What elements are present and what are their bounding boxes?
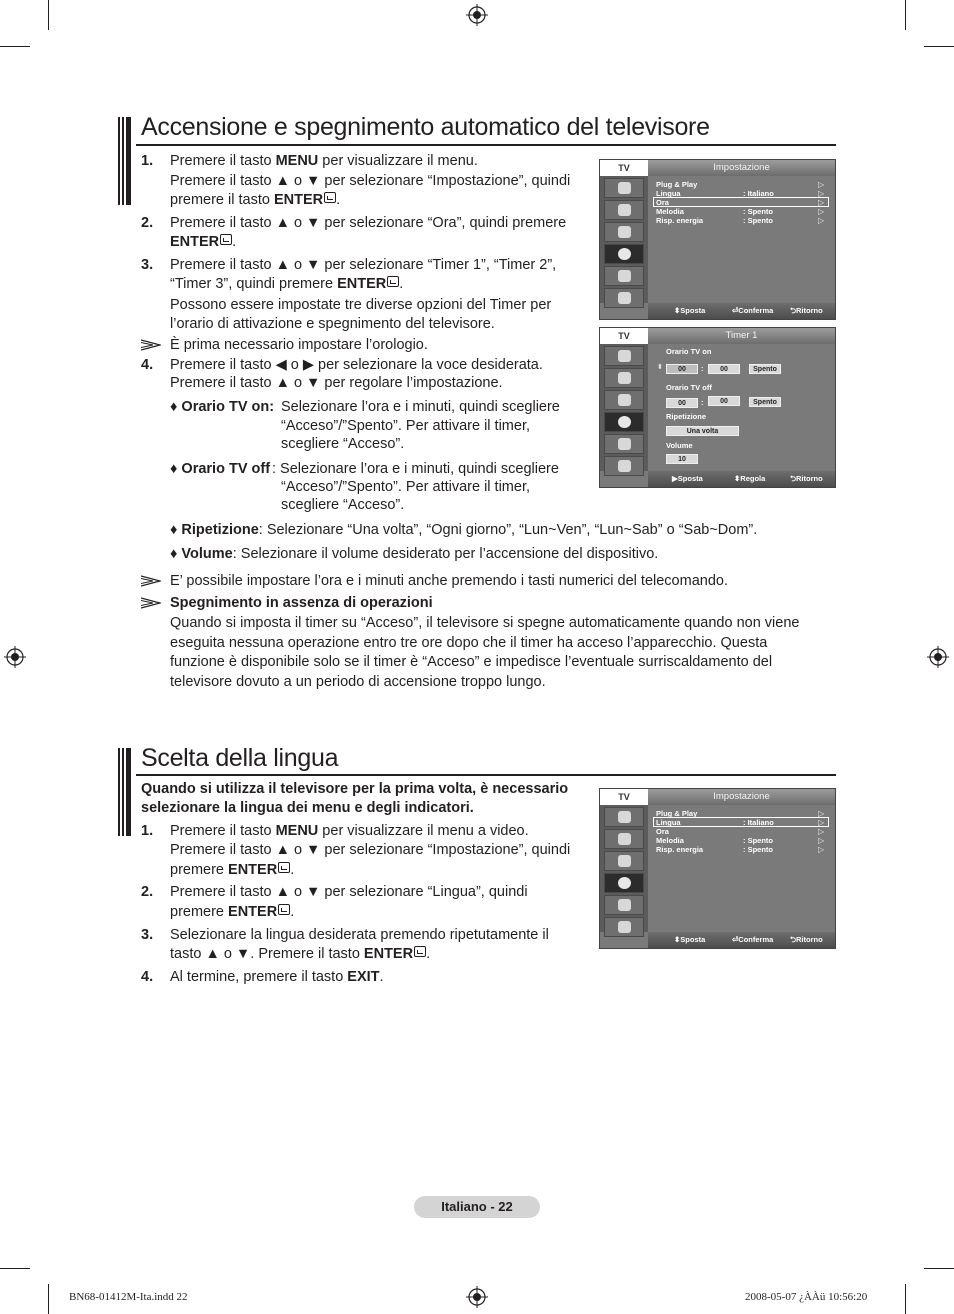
enter-icon — [220, 234, 232, 245]
picture-menu-icon[interactable] — [604, 346, 644, 366]
crop-mark — [48, 1284, 49, 1314]
step-text: l’orario di attivazione e spegnimento del televisore. — [170, 316, 495, 332]
confirm-hint: ⏎ Conferma — [732, 935, 774, 944]
step-text: Premere il tasto ▲ o ▼ per selezionare “Impostazione”, quindi — [170, 842, 571, 858]
tv-menu-timer — [599, 327, 836, 488]
registration-mark-icon — [466, 1286, 488, 1308]
enter-icon — [414, 946, 426, 957]
title-rule — [136, 144, 836, 146]
return-hint: ⮌ Ritorno — [790, 306, 823, 315]
step-text: “Timer 3”, quindi premere ENTER . — [170, 276, 404, 292]
menu-title: Impostazione — [648, 789, 835, 805]
menu-footer — [648, 471, 835, 487]
note-text: funzione è disponibile solo se il timer è “Acceso” e impedisce l’eventuale surriscaldamento del — [170, 654, 773, 670]
menu-arrow-icon: ▷ — [818, 818, 825, 827]
setup-menu-icon[interactable] — [604, 873, 644, 893]
channel-menu-icon[interactable] — [604, 222, 644, 242]
menu-arrow-icon: ▷ — [818, 809, 825, 818]
setup-menu-icon[interactable] — [604, 244, 644, 264]
step-text: Premere il tasto ◀ o ▶ per selezionare la voce desiderata. — [170, 357, 543, 373]
menu-item-label[interactable]: Melodia — [656, 207, 684, 216]
menu-sidebar — [600, 805, 648, 932]
channel-menu-icon[interactable] — [604, 390, 644, 410]
step-text: premere ENTER . — [170, 862, 295, 878]
option-text: “Acceso”/”Spento”. Per attivare il timer, — [281, 418, 530, 434]
tv-label: TV — [600, 160, 648, 176]
note-text: televisore dovuto a un periodo di accensione troppo lungo. — [170, 674, 546, 690]
timer-off-minute[interactable]: 00 — [708, 396, 740, 406]
step-text: Premere il tasto ▲ o ▼ per selezionare “Impostazione”, quindi — [170, 173, 571, 189]
timer-off-hour[interactable]: 00 — [666, 398, 698, 408]
timer-on-minute[interactable]: 00 — [708, 364, 740, 374]
menu-item-label[interactable]: Ora — [656, 827, 669, 836]
menu-item-label[interactable]: Lingua — [656, 818, 681, 827]
time-colon: : — [701, 364, 704, 373]
menu-item-label[interactable]: Risp. energia — [656, 216, 704, 225]
enter-icon — [324, 192, 336, 203]
option-text: Selezionare l’ora e i minuti, quindi scegliere — [281, 399, 560, 415]
step-text: Premere il tasto MENU per visualizzare il menu a video. — [170, 823, 529, 839]
menu-arrow-icon: ▷ — [818, 207, 825, 216]
step-text: premere il tasto ENTER . — [170, 192, 341, 208]
step-number: 3. — [141, 927, 154, 943]
time-colon: : — [701, 398, 704, 407]
menu-item-value: : Italiano — [743, 189, 774, 198]
adjust-hint: ⬍ Regola — [734, 474, 766, 483]
title-rule — [136, 774, 836, 776]
volume-value[interactable]: 10 — [666, 454, 698, 464]
step-text: Possono essere impostate tre diverse opzioni del Timer per — [170, 297, 552, 313]
menu-arrow-icon: ▷ — [818, 189, 825, 198]
crop-mark — [48, 0, 49, 30]
timer-on-state[interactable]: Spento — [749, 364, 781, 374]
step-text: tasto ▲ o ▼. Premere il tasto ENTER . — [170, 946, 431, 962]
note-text: E’ possibile impostare l’ora e i minuti anche premendo i tasti numerici del telecomando. — [170, 573, 728, 589]
up-down-icon: ⬍ — [657, 364, 663, 371]
step-number: 2. — [141, 215, 154, 231]
menu-footer — [648, 303, 835, 319]
note-text: È prima necessario impostare l’orologio. — [170, 337, 428, 353]
tv-menu-setup — [599, 159, 836, 320]
return-hint: ⮌ Ritorno — [790, 935, 823, 944]
step-text: Premere il tasto ▲ o ▼ per regolare l’impostazione. — [170, 375, 503, 391]
menu-title: Timer 1 — [648, 328, 835, 344]
input-menu-icon[interactable] — [604, 895, 644, 915]
option-text: : Selezionare l’ora e i minuti, quindi scegliere — [272, 461, 559, 477]
note-text: Quando si imposta il timer su “Acceso”, il televisore si spegne automaticamente quando non viene — [170, 615, 800, 631]
selected-row-highlight — [653, 197, 829, 207]
crop-mark — [0, 1268, 30, 1269]
menu-item-value: : Spento — [743, 836, 773, 845]
step-text: Premere il tasto MENU per visualizzare il menu. — [170, 153, 478, 169]
move-hint: ⬍ Sposta — [674, 935, 706, 944]
input-menu-icon[interactable] — [604, 434, 644, 454]
option-text: scegliere “Acceso”. — [281, 436, 405, 452]
section-title: Scelta della lingua — [141, 744, 339, 772]
menu-arrow-icon: ▷ — [818, 216, 825, 225]
registration-mark-icon — [466, 4, 488, 26]
menu-item-label[interactable]: Ora — [656, 198, 669, 207]
crop-mark — [905, 1284, 906, 1314]
option-line: ♦ Ripetizione: Selezionare “Una volta”, “Ogni giorno”, “Lun~Ven”, “Lun~Sab” o “Sab~Dom”. — [170, 522, 758, 538]
menu-item-value: : Italiano — [743, 818, 774, 827]
menu-arrow-icon: ▷ — [818, 845, 825, 854]
enter-icon — [278, 862, 290, 873]
crop-mark — [0, 46, 30, 47]
step-text: Premere il tasto ▲ o ▼ per selezionare “Timer 1”, “Timer 2”, — [170, 257, 557, 273]
app-menu-icon[interactable] — [604, 917, 644, 937]
menu-item-label[interactable]: Lingua — [656, 189, 681, 198]
timer-off-label: Orario TV off — [666, 383, 712, 392]
menu-sidebar — [600, 344, 648, 471]
menu-item-label[interactable]: Plug & Play — [656, 809, 698, 818]
section-title: Accensione e spegnimento automatico del televisore — [141, 113, 710, 141]
registration-mark-icon — [4, 646, 26, 668]
picture-menu-icon[interactable] — [604, 178, 644, 198]
picture-menu-icon[interactable] — [604, 807, 644, 827]
page-number-badge: Italiano - 22 — [414, 1196, 540, 1218]
input-menu-icon[interactable] — [604, 266, 644, 286]
crop-mark — [905, 0, 906, 30]
return-hint: ⮌ Ritorno — [790, 474, 823, 483]
menu-arrow-icon: ▷ — [818, 827, 825, 836]
step-number: 4. — [141, 357, 154, 373]
menu-footer — [648, 932, 835, 948]
crop-mark — [924, 1268, 954, 1269]
option-label: ♦ Orario TV off — [170, 461, 271, 477]
step-text: ENTER . — [170, 234, 237, 250]
intro-text: selezionare la lingua dei menu e degli indicatori. — [141, 800, 474, 816]
step-text: premere ENTER . — [170, 904, 295, 920]
step-number: 1. — [141, 823, 154, 839]
menu-item-label[interactable]: Risp. energia — [656, 845, 704, 854]
sound-menu-icon[interactable] — [604, 200, 644, 220]
move-hint: ▶ Sposta — [672, 474, 703, 483]
menu-title: Impostazione — [648, 160, 835, 176]
section-marker-bars — [118, 748, 132, 836]
repeat-value[interactable]: Una volta — [666, 426, 739, 436]
option-line: ♦ Volume: Selezionare il volume desiderato per l’accensione del dispositivo. — [170, 546, 659, 562]
menu-arrow-icon: ▷ — [818, 836, 825, 845]
menu-item-value: : Spento — [743, 845, 773, 854]
sound-menu-icon[interactable] — [604, 368, 644, 388]
volume-label: Volume — [666, 441, 693, 450]
registration-mark-icon — [927, 646, 949, 668]
step-text: Premere il tasto ▲ o ▼ per selezionare “Ora”, quindi premere — [170, 215, 567, 231]
channel-menu-icon[interactable] — [604, 851, 644, 871]
move-hint: ⬍ Sposta — [674, 306, 706, 315]
sound-menu-icon[interactable] — [604, 829, 644, 849]
note-text: eseguita nessuna operazione entro tre ore dopo che il timer ha acceso l’apparecchio. Questa — [170, 635, 768, 651]
menu-item-label[interactable]: Plug & Play — [656, 180, 698, 189]
enter-icon — [387, 276, 399, 287]
timer-on-label: Orario TV on — [666, 347, 712, 356]
app-menu-icon[interactable] — [604, 288, 644, 308]
note-arrow-icon — [141, 597, 161, 609]
section-marker-bars — [118, 117, 132, 205]
step-number: 2. — [141, 884, 154, 900]
menu-sidebar — [600, 176, 648, 303]
step-number: 1. — [141, 153, 154, 169]
tv-menu-language — [599, 788, 836, 949]
option-text: scegliere “Acceso”. — [281, 497, 405, 513]
option-text: “Acceso”/”Spento”. Per attivare il timer, — [281, 479, 530, 495]
file-info: BN68-01412M-Ita.indd 22 — [69, 1291, 188, 1303]
step-text: Al termine, premere il tasto EXIT. — [170, 969, 384, 985]
step-text: Selezionare la lingua desiderata premendo ripetutamente il — [170, 927, 549, 943]
note-arrow-icon — [141, 339, 161, 351]
menu-item-label[interactable]: Melodia — [656, 836, 684, 845]
step-text: Premere il tasto ▲ o ▼ per selezionare “Lingua”, quindi — [170, 884, 528, 900]
confirm-hint: ⏎ Conferma — [732, 306, 774, 315]
step-number: 4. — [141, 969, 154, 985]
timer-on-hour[interactable]: 00 — [666, 364, 698, 374]
tv-label: TV — [600, 328, 648, 344]
option-label: ♦ Orario TV on: — [170, 399, 275, 415]
repeat-label: Ripetizione — [666, 412, 707, 421]
menu-arrow-icon: ▷ — [818, 180, 825, 189]
enter-icon — [278, 904, 290, 915]
app-menu-icon[interactable] — [604, 456, 644, 476]
note-title: Spegnimento in assenza di operazioni — [170, 595, 433, 611]
intro-text: Quando si utilizza il televisore per la prima volta, è necessario — [141, 781, 569, 797]
note-arrow-icon — [141, 575, 161, 587]
print-date: 2008-05-07 ¿ÀÀü 10:56:20 — [745, 1291, 868, 1303]
menu-item-value: : Spento — [743, 216, 773, 225]
step-number: 3. — [141, 257, 154, 273]
timer-off-state[interactable]: Spento — [749, 397, 781, 407]
menu-arrow-icon: ▷ — [818, 198, 825, 207]
setup-menu-icon[interactable] — [604, 412, 644, 432]
menu-item-value: : Spento — [743, 207, 773, 216]
tv-label: TV — [600, 789, 648, 805]
crop-mark — [924, 46, 954, 47]
